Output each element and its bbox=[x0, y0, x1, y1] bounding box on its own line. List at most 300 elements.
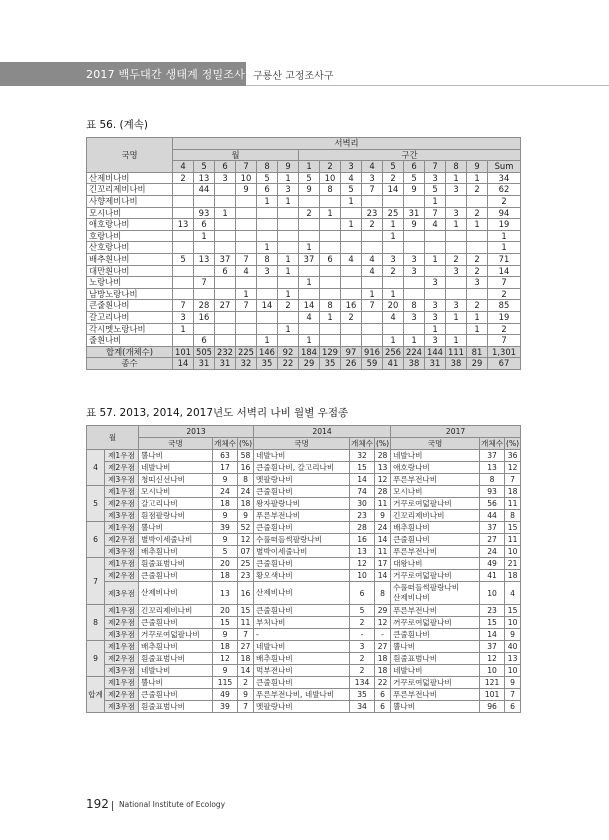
month-count bbox=[215, 335, 236, 347]
species-name: 흰줄표범나비 bbox=[139, 653, 213, 665]
species-name: 네발나비 bbox=[391, 450, 480, 462]
total-row-section: 144 bbox=[425, 346, 446, 358]
section-count: 2 bbox=[467, 207, 488, 219]
table-row bbox=[87, 534, 521, 546]
month-count: 13 bbox=[194, 253, 215, 265]
count-cell: 93 bbox=[480, 486, 505, 498]
table-row bbox=[87, 546, 521, 558]
section-count: 10 bbox=[320, 172, 341, 184]
month-count bbox=[278, 335, 299, 347]
section-count bbox=[341, 335, 362, 347]
section-count bbox=[341, 265, 362, 277]
species-row-section: 26 bbox=[341, 358, 362, 370]
section-col-header: 9 bbox=[467, 161, 488, 173]
table56-caption: 표 56. (계속) bbox=[86, 119, 148, 131]
month-count bbox=[278, 311, 299, 323]
footer-separator bbox=[112, 801, 113, 811]
count-cell: 18 bbox=[213, 498, 238, 510]
section-count bbox=[404, 288, 425, 300]
section-count: 1 bbox=[383, 230, 404, 242]
table-row bbox=[87, 570, 521, 582]
pct-cell: 11 bbox=[375, 546, 391, 558]
species-row-label: 종수 bbox=[87, 358, 173, 370]
pct-cell: 16 bbox=[238, 462, 254, 474]
total-row-month: 505 bbox=[194, 346, 215, 358]
pct-cell: 7 bbox=[238, 629, 254, 641]
count-cell: 6 bbox=[350, 582, 375, 605]
month-count: 6 bbox=[194, 219, 215, 231]
species-row-month: 32 bbox=[236, 358, 257, 370]
month-header: 월 bbox=[87, 426, 139, 450]
section-count bbox=[341, 323, 362, 335]
section-count bbox=[299, 195, 320, 207]
section-count: 23 bbox=[362, 207, 383, 219]
total-row-month: 101 bbox=[173, 346, 194, 358]
month-count: 7 bbox=[173, 300, 194, 312]
pct-header: (%) bbox=[238, 439, 253, 448]
count-cell: 10 bbox=[480, 582, 505, 605]
name-header: 국명 bbox=[391, 438, 480, 450]
section-count: 4 bbox=[362, 253, 383, 265]
count-cell: 14 bbox=[480, 629, 505, 641]
species-name: 흰점팔랑나비 bbox=[139, 510, 213, 522]
count-cell: 96 bbox=[480, 701, 505, 713]
month-count bbox=[257, 219, 278, 231]
section-count: 4 bbox=[341, 172, 362, 184]
month-col-header: 7 bbox=[236, 161, 257, 173]
section-count bbox=[299, 288, 320, 300]
month-count: 1 bbox=[278, 323, 299, 335]
pct-cell: 11 bbox=[238, 617, 254, 629]
species-name: 네발나비 bbox=[139, 665, 213, 677]
table-row bbox=[87, 653, 521, 665]
section-count bbox=[362, 242, 383, 254]
table-row bbox=[87, 230, 521, 242]
section-count: 4 bbox=[425, 219, 446, 231]
section-count: 8 bbox=[404, 300, 425, 312]
name-header: 국명 bbox=[254, 438, 350, 450]
species-name: 흰줄표범나비 bbox=[139, 701, 213, 713]
count-cell: 39 bbox=[213, 701, 238, 713]
species-name: 대왕나비 bbox=[391, 558, 480, 570]
count-cell: 2 bbox=[350, 665, 375, 677]
section-count: 1 bbox=[299, 335, 320, 347]
section-count: 2 bbox=[383, 172, 404, 184]
section-count: 20 bbox=[383, 300, 404, 312]
section-count: 1 bbox=[425, 253, 446, 265]
species-row-section: 29 bbox=[467, 358, 488, 370]
table-row bbox=[87, 462, 521, 474]
col-species-header: 국명 bbox=[87, 138, 173, 173]
section-col-header: 7 bbox=[425, 161, 446, 173]
species-name: 거꾸로여덟팔나비 bbox=[391, 570, 480, 582]
total-row-section: 129 bbox=[320, 346, 341, 358]
species-name: 꺼꾸로여덟팔나비 bbox=[391, 617, 480, 629]
pct-cell: 7 bbox=[505, 689, 521, 701]
pct-cell: 17 bbox=[375, 558, 391, 570]
pct-cell: 18 bbox=[375, 665, 391, 677]
species-row-section: 31 bbox=[425, 358, 446, 370]
month-count bbox=[236, 195, 257, 207]
row-sum: 1 bbox=[488, 242, 521, 254]
pct-cell: 18 bbox=[238, 653, 254, 665]
count-cell: 35 bbox=[350, 689, 375, 701]
section-count: 5 bbox=[425, 184, 446, 196]
footer-org: National Institute of Ecology bbox=[119, 800, 226, 809]
pct-cell: 24 bbox=[375, 522, 391, 534]
species-name: 긴꼬리제비나비 bbox=[391, 510, 480, 522]
species-name: 줄흰나비 bbox=[87, 335, 173, 347]
section-count bbox=[320, 242, 341, 254]
month-count: 1 bbox=[278, 172, 299, 184]
section-count: 1 bbox=[341, 219, 362, 231]
section-count: 1 bbox=[446, 172, 467, 184]
section-count: 8 bbox=[320, 300, 341, 312]
count-cell: 5 bbox=[350, 605, 375, 617]
month-count: 1 bbox=[278, 288, 299, 300]
pct-cell: 22 bbox=[375, 677, 391, 689]
table-row bbox=[87, 605, 521, 617]
table-row bbox=[87, 450, 521, 462]
section-count bbox=[446, 195, 467, 207]
month-count bbox=[194, 265, 215, 277]
table-row bbox=[87, 242, 521, 254]
section-count: 3 bbox=[425, 335, 446, 347]
total-row-section: 184 bbox=[299, 346, 320, 358]
pct-cell: 13 bbox=[375, 462, 391, 474]
month-count: 2 bbox=[278, 300, 299, 312]
count-cell: 37 bbox=[480, 641, 505, 653]
species-name: 별박이세줄나비 bbox=[139, 534, 213, 546]
table-row bbox=[87, 486, 521, 498]
year-header: 2014 bbox=[254, 426, 391, 438]
section-count: 2 bbox=[467, 300, 488, 312]
count-header: 개체수 bbox=[351, 439, 374, 448]
month-count: 3 bbox=[215, 172, 236, 184]
section-count bbox=[320, 195, 341, 207]
month-count: 3 bbox=[173, 311, 194, 323]
species-name: 왕자팔랑나비 bbox=[254, 498, 350, 510]
table-row bbox=[87, 311, 521, 323]
species-row-section: 38 bbox=[404, 358, 425, 370]
month-count: 3 bbox=[257, 265, 278, 277]
rank-cell: 제1우점 bbox=[105, 641, 139, 653]
species-name: 배추흰나비 bbox=[254, 653, 350, 665]
pct-cell: 25 bbox=[238, 558, 254, 570]
table-row bbox=[87, 172, 521, 184]
pct-cell: 28 bbox=[375, 450, 391, 462]
section-count: 16 bbox=[341, 300, 362, 312]
species-name: 수풀떠들썩팔랑나비 산제비나비 bbox=[391, 582, 480, 605]
count-cell: 24 bbox=[213, 486, 238, 498]
species-name: 배추흰나비 bbox=[87, 253, 173, 265]
month-count bbox=[215, 195, 236, 207]
section-col-header: 4 bbox=[362, 161, 383, 173]
month-count: 1 bbox=[194, 230, 215, 242]
species-row-month: 35 bbox=[257, 358, 278, 370]
month-count: 7 bbox=[236, 300, 257, 312]
pct-cell: 9 bbox=[238, 689, 254, 701]
species-name: 흰줄표범나비 bbox=[139, 558, 213, 570]
rank-cell: 제3우점 bbox=[105, 582, 139, 605]
section-count: 9 bbox=[404, 219, 425, 231]
table-row bbox=[87, 253, 521, 265]
section-count: 1 bbox=[467, 219, 488, 231]
section-count bbox=[320, 335, 341, 347]
count-cell: 15 bbox=[480, 617, 505, 629]
species-name: 갈고리나비 bbox=[87, 311, 173, 323]
species-row-section: 38 bbox=[446, 358, 467, 370]
species-name: 큰줄흰나비 bbox=[391, 629, 480, 641]
pct-cell: 07 bbox=[238, 546, 254, 558]
month-count: 28 bbox=[194, 300, 215, 312]
row-sum: 94 bbox=[488, 207, 521, 219]
pct-cell: 52 bbox=[238, 522, 254, 534]
species-row-section: 35 bbox=[320, 358, 341, 370]
species-name: 큰줄흰나비, 갈고리나비 bbox=[254, 462, 350, 474]
month-cell: 7 bbox=[87, 558, 105, 605]
count-cell: 23 bbox=[480, 605, 505, 617]
table-row bbox=[87, 323, 521, 335]
species-name: 먹부전나비 bbox=[254, 665, 350, 677]
month-count bbox=[194, 195, 215, 207]
section-count bbox=[341, 277, 362, 289]
species-name: 푸른부전나비, 네발나비 bbox=[254, 689, 350, 701]
month-count: 44 bbox=[194, 184, 215, 196]
pct-cell: 9 bbox=[505, 677, 521, 689]
month-group-header: 월 bbox=[173, 149, 299, 161]
count-cell: 28 bbox=[350, 522, 375, 534]
total-row-month: 225 bbox=[236, 346, 257, 358]
section-col-header: 6 bbox=[404, 161, 425, 173]
section-count: 3 bbox=[404, 253, 425, 265]
pct-cell: 15 bbox=[505, 522, 521, 534]
table57-caption: 표 57. 2013, 2014, 2017년도 서벽리 나비 월별 우점종 bbox=[86, 407, 349, 419]
species-name: 모시나비 bbox=[87, 207, 173, 219]
month-count: 6 bbox=[215, 265, 236, 277]
pct-cell: 11 bbox=[375, 498, 391, 510]
pct-cell: 18 bbox=[238, 498, 254, 510]
section-count: 3 bbox=[425, 277, 446, 289]
species-name: 거꾸로여덟팔나비 bbox=[391, 498, 480, 510]
header-rule bbox=[246, 85, 609, 86]
section-count bbox=[320, 288, 341, 300]
month-col-header: 9 bbox=[278, 161, 299, 173]
row-sum: 19 bbox=[488, 311, 521, 323]
species-name: 멧팔랑나비 bbox=[254, 474, 350, 486]
table-row bbox=[87, 629, 521, 641]
rank-cell: 제2우점 bbox=[105, 534, 139, 546]
species-name: 푸른부전나비 bbox=[391, 546, 480, 558]
month-count bbox=[215, 277, 236, 289]
pct-cell: 4 bbox=[505, 582, 521, 605]
month-count bbox=[236, 311, 257, 323]
species-row-month: 31 bbox=[215, 358, 236, 370]
rank-cell: 제2우점 bbox=[105, 498, 139, 510]
species-name: 산제비나비 bbox=[254, 582, 350, 605]
rank-cell: 제2우점 bbox=[105, 462, 139, 474]
section-count: 1 bbox=[383, 219, 404, 231]
month-count: 1 bbox=[215, 207, 236, 219]
month-count bbox=[257, 230, 278, 242]
count-cell: 18 bbox=[213, 641, 238, 653]
species-name: 푸른부전나비 bbox=[391, 474, 480, 486]
section-count bbox=[383, 277, 404, 289]
rank-cell: 제3우점 bbox=[105, 546, 139, 558]
species-name: 큰줄흰나비 bbox=[391, 534, 480, 546]
rank-cell: 제1우점 bbox=[105, 450, 139, 462]
section-count: 4 bbox=[383, 311, 404, 323]
count-cell: 9 bbox=[213, 629, 238, 641]
section-count bbox=[320, 230, 341, 242]
rank-cell: 제1우점 bbox=[105, 605, 139, 617]
section-count: 1 bbox=[362, 288, 383, 300]
month-count: 37 bbox=[215, 253, 236, 265]
count-cell: 15 bbox=[213, 617, 238, 629]
section-count: 5 bbox=[341, 184, 362, 196]
section-count bbox=[362, 335, 383, 347]
species-name: 뿔나비 bbox=[391, 641, 480, 653]
species-name: 큰줄흰나비 bbox=[87, 300, 173, 312]
section-count: 25 bbox=[383, 207, 404, 219]
pct-cell: 9 bbox=[238, 510, 254, 522]
species-name: - bbox=[254, 629, 350, 641]
species-name: 산제비나비 bbox=[87, 172, 173, 184]
pct-cell: 40 bbox=[505, 641, 521, 653]
section-count bbox=[362, 323, 383, 335]
pct-cell: 27 bbox=[375, 641, 391, 653]
month-count bbox=[236, 242, 257, 254]
section-count: 37 bbox=[299, 253, 320, 265]
month-count bbox=[173, 242, 194, 254]
month-count bbox=[215, 323, 236, 335]
total-row-section: 224 bbox=[404, 346, 425, 358]
month-count bbox=[215, 311, 236, 323]
species-name: 노랑나비 bbox=[87, 277, 173, 289]
month-count bbox=[173, 288, 194, 300]
row-sum: 19 bbox=[488, 219, 521, 231]
species-name: 뿔나비 bbox=[391, 701, 480, 713]
section-count: 3 bbox=[425, 311, 446, 323]
count-cell: 115 bbox=[213, 677, 238, 689]
species-name: 애호랑나비 bbox=[391, 462, 480, 474]
count-cell: 44 bbox=[480, 510, 505, 522]
count-cell: 20 bbox=[213, 558, 238, 570]
month-count: 5 bbox=[173, 253, 194, 265]
month-count: 2 bbox=[173, 172, 194, 184]
month-count bbox=[236, 207, 257, 219]
section-col-header: 2 bbox=[320, 161, 341, 173]
month-count: 4 bbox=[236, 265, 257, 277]
count-cell: 23 bbox=[350, 510, 375, 522]
section-count: 3 bbox=[425, 300, 446, 312]
species-name: 황오색나비 bbox=[254, 570, 350, 582]
section-count bbox=[467, 230, 488, 242]
section-count: 2 bbox=[467, 253, 488, 265]
species-name: 큰줄흰나비 bbox=[139, 689, 213, 701]
count-cell: 3 bbox=[350, 641, 375, 653]
row-sum: 71 bbox=[488, 253, 521, 265]
month-count: 93 bbox=[194, 207, 215, 219]
section-count: 1 bbox=[467, 323, 488, 335]
count-cell: 17 bbox=[213, 462, 238, 474]
pct-cell: 7 bbox=[505, 474, 521, 486]
pct-cell: 36 bbox=[505, 450, 521, 462]
count-cell: 8 bbox=[480, 474, 505, 486]
month-count bbox=[194, 323, 215, 335]
pct-cell: 10 bbox=[505, 546, 521, 558]
pct-cell: 18 bbox=[375, 653, 391, 665]
month-cell: 6 bbox=[87, 522, 105, 558]
pct-cell: 9 bbox=[505, 629, 521, 641]
section-count bbox=[404, 195, 425, 207]
pct-cell: 13 bbox=[505, 653, 521, 665]
count-cell: 37 bbox=[480, 522, 505, 534]
section-count bbox=[425, 265, 446, 277]
count-cell: 13 bbox=[213, 582, 238, 605]
section-count bbox=[467, 335, 488, 347]
pct-cell: 15 bbox=[238, 605, 254, 617]
header-subtitle: 구룡산 고정조사구 bbox=[253, 71, 334, 82]
count-cell: 24 bbox=[480, 546, 505, 558]
section-count: 3 bbox=[404, 311, 425, 323]
month-count bbox=[215, 288, 236, 300]
section-count bbox=[320, 277, 341, 289]
month-count bbox=[257, 323, 278, 335]
section-count: 3 bbox=[362, 172, 383, 184]
month-count bbox=[278, 219, 299, 231]
section-count bbox=[425, 288, 446, 300]
month-count: 6 bbox=[257, 184, 278, 196]
rank-cell: 제1우점 bbox=[105, 486, 139, 498]
section-count bbox=[446, 288, 467, 300]
species-row-month: 14 bbox=[173, 358, 194, 370]
table-row bbox=[87, 689, 521, 701]
month-count bbox=[278, 207, 299, 219]
section-group-header: 구간 bbox=[299, 149, 521, 161]
month-col-header: 8 bbox=[257, 161, 278, 173]
section-count: 1 bbox=[467, 172, 488, 184]
total-row-label: 합계(개체수) bbox=[87, 346, 173, 358]
section-count: 1 bbox=[383, 335, 404, 347]
row-sum: 85 bbox=[488, 300, 521, 312]
pct-cell: 2 bbox=[238, 677, 254, 689]
section-count: 14 bbox=[299, 300, 320, 312]
count-cell: - bbox=[350, 629, 375, 641]
month-count bbox=[236, 277, 257, 289]
section-count: 1 bbox=[446, 335, 467, 347]
section-col-header: 1 bbox=[299, 161, 320, 173]
species-name: 뿔나비 bbox=[139, 450, 213, 462]
species-name: 거꾸로여덟팔나비 bbox=[139, 629, 213, 641]
month-count: 7 bbox=[194, 277, 215, 289]
month-count: 13 bbox=[194, 172, 215, 184]
section-count: 6 bbox=[320, 253, 341, 265]
month-count: 1 bbox=[257, 242, 278, 254]
section-count: 2 bbox=[299, 207, 320, 219]
pct-cell: 14 bbox=[375, 570, 391, 582]
rank-cell: 제1우점 bbox=[105, 677, 139, 689]
month-count bbox=[257, 288, 278, 300]
pct-cell: 7 bbox=[238, 701, 254, 713]
table-row bbox=[87, 617, 521, 629]
pct-cell: 8 bbox=[238, 474, 254, 486]
pct-cell: 11 bbox=[505, 498, 521, 510]
year-header: 2017 bbox=[391, 426, 521, 438]
count-cell: 9 bbox=[213, 474, 238, 486]
rank-cell: 제3우점 bbox=[105, 629, 139, 641]
name-header: 국명 bbox=[139, 438, 213, 450]
